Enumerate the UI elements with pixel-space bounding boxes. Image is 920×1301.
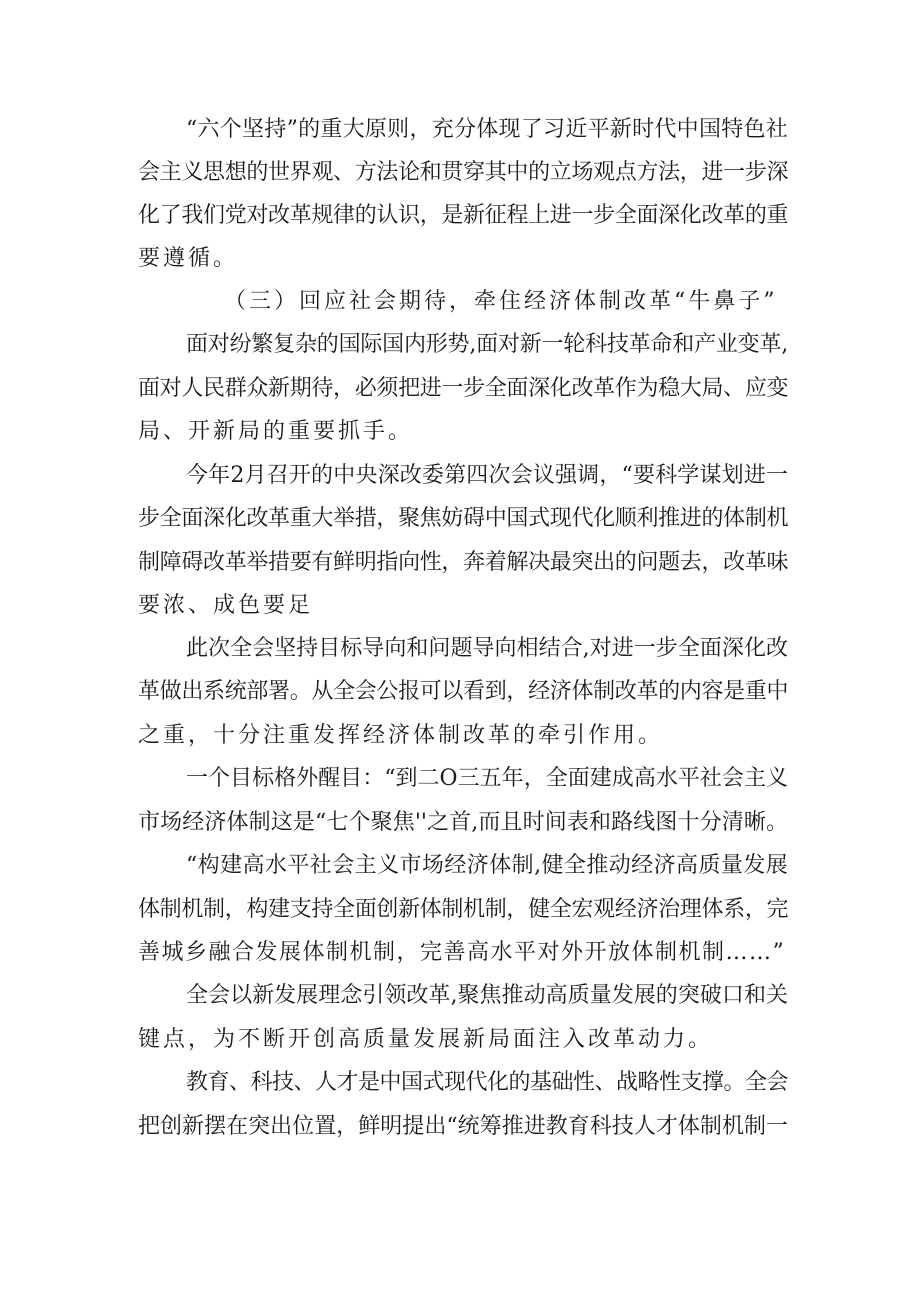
section-heading-3: （三）回应社会期待，牵住经济体制改革“牛鼻子”	[224, 289, 778, 314]
paragraph-1-line-4: 要遵循。	[138, 246, 239, 271]
paragraph-2-line-2: 面对人民群众新期待，必须把进一步全面深化改革作为稳大局、应变	[138, 376, 788, 401]
paragraph-3-line-2: 步全面深化改革重大举措，聚焦妨碍中国式现代化顺利推进的体制机	[138, 506, 788, 531]
paragraph-3-line-3: 制障碍改革举措要有鲜明指向性，奔着解决最突出的问题去，改革味	[138, 550, 788, 575]
paragraph-7-line-1: 全会以新发展理念引领改革,聚焦推动高质量发展的突破口和关	[186, 983, 788, 1008]
paragraph-1-line-1: “六个坚持”的重大原则，充分体现了习近平新时代中国特色社	[186, 117, 788, 142]
paragraph-4-line-2: 革做出系统部署。从全会公报可以看到，经济体制改革的内容是重中	[138, 679, 788, 704]
paragraph-1-line-3: 化了我们党对改革规律的认识，是新征程上进一步全面深化改革的重	[138, 203, 788, 228]
paragraph-1-line-2: 会主义思想的世界观、方法论和贯穿其中的立场观点方法，进一步深	[138, 160, 788, 185]
paragraph-5-line-1: 一个目标格外醒目：“到二O三五年，全面建成高水平社会主义	[186, 766, 788, 791]
paragraph-2-line-1: 面对纷繁复杂的国际国内形势,面对新一轮科技革命和产业变革,	[186, 332, 788, 357]
paragraph-4-line-1: 此次全会坚持目标导向和问题导向相结合,对进一步全面深化改	[186, 636, 788, 661]
paragraph-4-line-3: 之重，十分注重发挥经济体制改革的牵引作用。	[138, 723, 664, 748]
paragraph-3-line-1: 今年2月召开的中央深改委第四次会议强调，“要科学谋划进一	[186, 463, 788, 488]
paragraph-6-line-1: “构建高水平社会主义市场经济体制,健全推动经济高质量发展	[186, 853, 788, 878]
paragraph-7-line-2: 键点，为不断开创高质量发展新局面注入改革动力。	[138, 1027, 714, 1052]
paragraph-8-line-1: 教育、科技、人才是中国式现代化的基础性、战略性支撑。全会	[186, 1070, 789, 1095]
paragraph-6-line-3: 善城乡融合发展体制机制，完善高水平对外开放体制机制……”	[138, 940, 786, 965]
paragraph-2-line-3: 局、开新局的重要抓手。	[138, 419, 414, 444]
paragraph-5-line-2: 市场经济体制这是“七个聚焦''之首,而且时间表和路线图十分清晰。	[138, 810, 788, 835]
paragraph-8-line-2: 把创新摆在突出位置，鲜明提出“统筹推进教育科技人才体制机制一	[138, 1114, 788, 1139]
paragraph-3-line-4: 要浓、成色要足	[138, 593, 314, 618]
paragraph-6-line-2: 体制机制，构建支持全面创新体制机制，健全宏观经济治理体系，完	[138, 897, 788, 922]
